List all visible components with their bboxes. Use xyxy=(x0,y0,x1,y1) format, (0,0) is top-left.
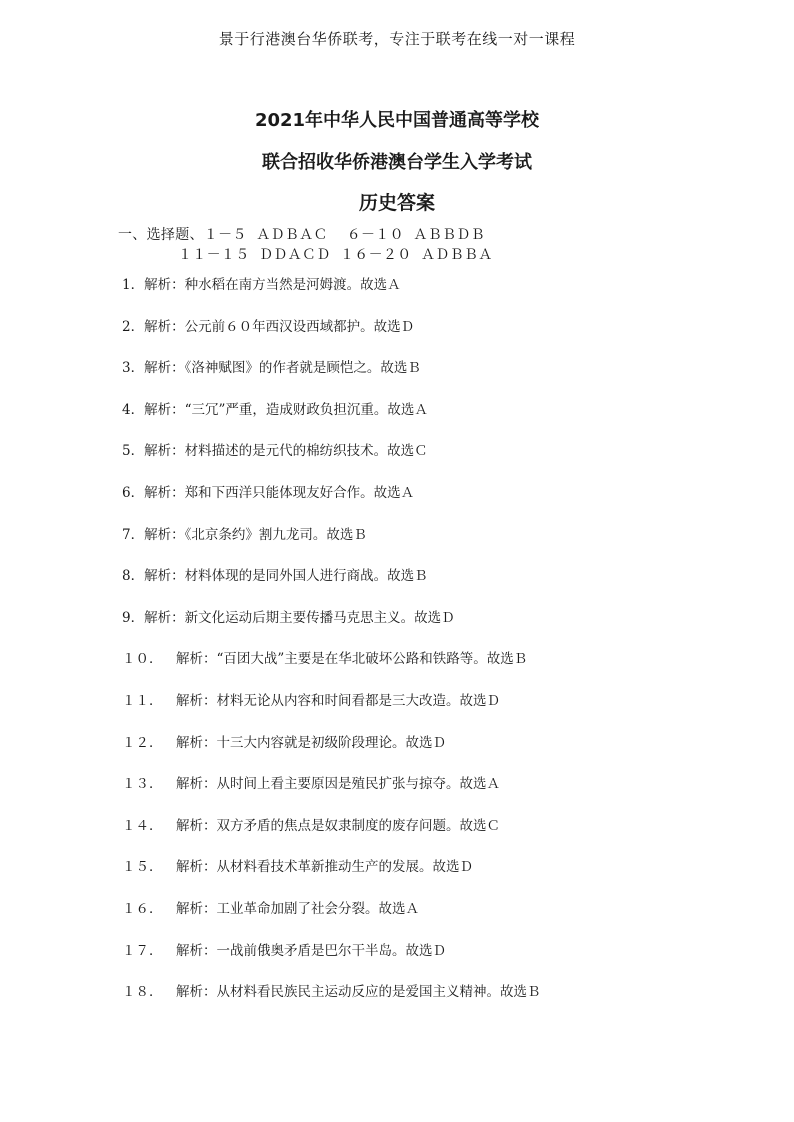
answer-number: １６． xyxy=(122,900,163,917)
answer-item xyxy=(122,359,762,401)
answer-item xyxy=(122,817,762,859)
answer-number: 9． xyxy=(122,609,145,626)
answer-item xyxy=(122,775,762,817)
answer-item xyxy=(122,734,762,776)
answer-number: 7． xyxy=(122,526,145,543)
multiple-choice-answers-line-2: １１－１５ ＤＤＡＣＤ １６－２０ ＡＤＢＢＡ xyxy=(178,247,493,263)
document-title-line-1: 2021年中华人民中国普通高等学校 xyxy=(254,110,540,131)
answer-text: 解析：从材料看民族民主运动反应的是爱国主义精神。故选Ｂ xyxy=(176,984,541,1001)
answer-text: 解析：新文化运动后期主要传播马克思主义。故选Ｄ xyxy=(144,609,455,626)
answer-number: １０． xyxy=(122,651,163,668)
answer-item xyxy=(122,692,762,734)
answer-item xyxy=(122,526,762,568)
answer-number: １４． xyxy=(122,817,163,834)
answer-text: 解析：郑和下西洋只能体现友好合作。故选Ａ xyxy=(144,484,415,501)
answer-text: 解析：种水稻在南方当然是河姆渡。故选Ａ xyxy=(144,277,401,293)
answer-explanations xyxy=(122,276,762,1025)
answer-text: 解析：“三冗”严重，造成财政负担沉重。故选Ａ xyxy=(144,401,428,418)
answer-item xyxy=(122,276,762,318)
document-title-line-3: 历史答案 xyxy=(358,192,435,214)
page-header: 景于行港澳台华侨联考，专注于联考在线一对一课程 xyxy=(218,30,576,48)
answer-number: 5． xyxy=(122,443,145,460)
document-title-line-2: 联合招收华侨港澳台学生入学考试 xyxy=(262,152,532,173)
answer-number: 1． xyxy=(122,277,145,293)
answer-number: １５． xyxy=(122,859,163,876)
answer-number: 3． xyxy=(122,360,145,377)
answer-number: １２． xyxy=(122,734,163,751)
answer-text: 解析：一战前俄奥矛盾是巴尔干半岛。故选Ｄ xyxy=(176,942,446,959)
answer-text: 解析：材料体现的是同外国人进行商战。故选Ｂ xyxy=(144,568,428,585)
answer-item xyxy=(122,983,762,1025)
answer-item xyxy=(122,484,762,526)
answer-text: 解析：材料描述的是元代的棉纺织技术。故选Ｃ xyxy=(144,443,428,460)
multiple-choice-answers-line-1: 一、选择题、１－５ ＡＤＢＡＣ ６－１０ ＡＢＢＤＢ xyxy=(118,227,485,243)
answer-number: 6． xyxy=(122,484,145,501)
answer-item xyxy=(122,401,762,443)
answer-number: １１． xyxy=(122,692,163,709)
answer-item xyxy=(122,609,762,651)
answer-text: 解析：《北京条约》割九龙司。故选Ｂ xyxy=(144,526,367,543)
answer-text: 解析：“百团大战”主要是在华北破坏公路和铁路等。故选Ｂ xyxy=(176,651,528,668)
answer-number: 4． xyxy=(122,401,145,418)
answer-text: 解析：材料无论从内容和时间看都是三大改造。故选Ｄ xyxy=(176,692,500,709)
answer-item xyxy=(122,942,762,984)
answer-item xyxy=(122,442,762,484)
answer-text: 解析：公元前６０年西汉设西域都护。故选Ｄ xyxy=(144,318,415,335)
answer-item xyxy=(122,567,762,609)
answer-text: 解析：工业革命加剧了社会分裂。故选Ａ xyxy=(176,900,419,917)
answer-item xyxy=(122,318,762,360)
answer-number: １８． xyxy=(122,984,163,1001)
answer-number: １３． xyxy=(122,776,163,793)
answer-text: 解析：双方矛盾的焦点是奴隶制度的废存问题。故选Ｃ xyxy=(176,817,500,834)
answer-item xyxy=(122,858,762,900)
answer-number: １７． xyxy=(122,942,163,959)
answer-text: 解析：《洛神赋图》的作者就是顾恺之。故选Ｂ xyxy=(144,360,421,377)
answer-text: 解析：从材料看技术革新推动生产的发展。故选Ｄ xyxy=(176,859,473,876)
answer-text: 解析：十三大内容就是初级阶段理论。故选Ｄ xyxy=(176,734,446,751)
answer-item xyxy=(122,900,762,942)
answer-item xyxy=(122,650,762,692)
answer-number: 2． xyxy=(122,318,145,335)
answer-text: 解析：从时间上看主要原因是殖民扩张与掠夺。故选Ａ xyxy=(176,776,500,793)
answer-number: 8． xyxy=(122,568,145,585)
